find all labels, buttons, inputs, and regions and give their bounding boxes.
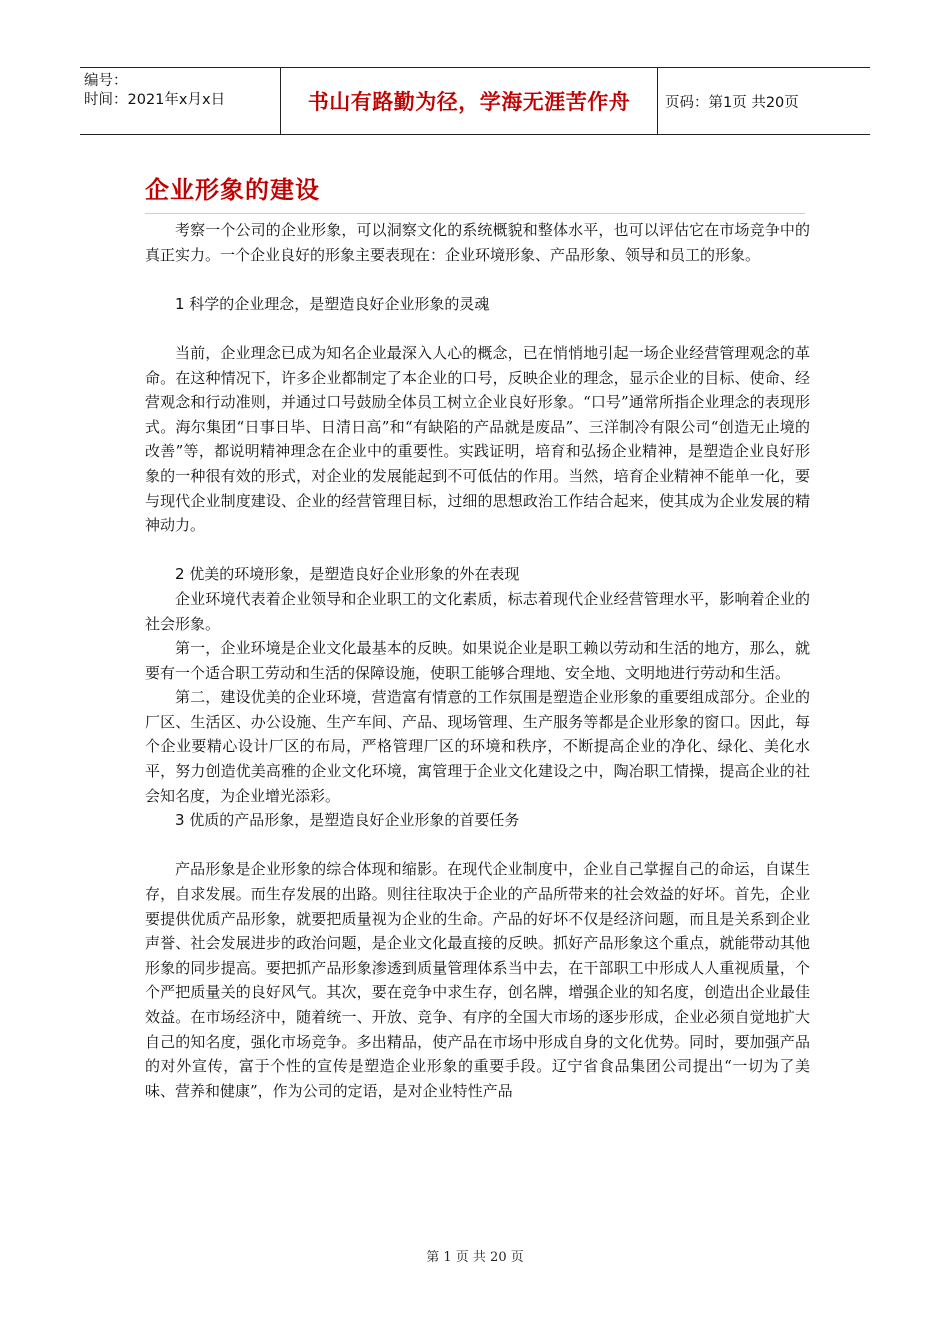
section-3-paragraph: 产品形象是企业形象的综合体现和缩影。在现代企业制度中，企业自己掌握自己的命运，自谋生存，自求发展。而生存发展的出路。则往往取决于企业的产品所带来的社会效益的好坏。首先，企业要提供优质产品形象，就要把质量视为企业的生命。产品的好坏不仅是经济问题，而且是关系到企业声誉、社会发展进步的政治问题，是企业文化最直接的反映。抓好产品形象这个重点，就能带动其他形象的同步提高。要把抓产品形象渗透到质量管理体系当中去，在干部职工中形成人人重视质量，个个严把质量关的良好风气。其次，要在竞争中求生存，创名牌，增强企业的知名度，创造出企业最佳效益。在市场经济中，随着统一、开放、竞争、有序的全国大市场的逐步形成，企业必须自觉地扩大自己的知名度，强化市场竞争。多出精品，使产品在市场中形成自身的文化优势。同时，要加强产品的对外宣传，富于个性的宣传是塑造企业形象的重要手段。辽宁省食品集团公司提出“一切为了美味、营养和健康”，作为公司的定语，是对企业特性产品 (145, 860, 810, 1100)
header-motto-cell (281, 68, 658, 134)
section-heading-1: 1 科学的企业理念，是塑造良好企业形象的灵魂 (175, 294, 490, 313)
header-meta-cell (80, 68, 281, 134)
motto-text: 书山有路勤为径，学海无涯苦作舟 (307, 90, 631, 114)
section-2-paragraph-3: 第二，建设优美的企业环境，营造富有情意的工作氛围是塑造企业形象的重要组成部分。企业的厂区、生活区、办公设施、生产车间、产品、现场管理、生产服务等都是企业形象的窗口。因此，每个企业要精心设计厂区的布局，严格管理厂区的环境和秩序，不断提高企业的净化、绿化、美化水平，努力创造优美高雅的企业文化环境，寓管理于企业文化建设之中，陶冶职工情操，提高企业的社会知名度，为企业增光添彩。 (145, 688, 810, 805)
number-label: 编号： (84, 73, 128, 89)
spacer (145, 538, 810, 563)
section-heading-2: 2 优美的环境形象，是塑造良好企业形象的外在表现 (175, 565, 520, 584)
page-info: 页码：第1页 共20页 (665, 94, 799, 111)
spacer (145, 267, 810, 292)
section-1-paragraph: 当前，企业理念已成为知名企业最深入人心的概念，已在悄悄地引起一场企业经营管理观念的革命。在这种情况下，许多企业都制定了本企业的口号，反映企业的理念，显示企业的目标、使命、经营观念和行动准则，并通过口号鼓励全体员工树立企业良好形象。“口号”通常所指企业理念的表现形式。海尔集团“日事日毕、日清日高”和“有缺陷的产品就是废品”、三洋制冷有限公司“创造无止境的改善”等，都说明精神理念在企业中的重要性。实践证明，培育和弘扬企业精神，是塑造企业良好形象的一种很有效的形式，对企业的发展能起到不可低估的作用。当然，培育企业精神不能单一化，要与现代企业制度建设、企业的经营管理目标，过细的思想政治工作结合起来，使其成为企业发展的精神动力。 (145, 343, 810, 535)
spacer (145, 833, 810, 858)
section-2-paragraph-2: 第一，企业环境是企业文化最基本的反映。如果说企业是职工赖以劳动和生活的地方，那么，就要有一个适合职工劳动和生活的保障设施，使职工能够合理地、安全地、文明地进行劳动和生活。 (145, 639, 810, 682)
page-title: 企业形象的建设 (145, 176, 320, 204)
article-body (145, 218, 810, 1103)
page-footer: 第 1 页 共 20 页 (426, 1250, 524, 1265)
spacer (145, 316, 810, 341)
document-header (80, 67, 870, 135)
title-divider (145, 213, 805, 214)
intro-paragraph: 考察一个公司的企业形象，可以洞察文化的系统概貌和整体水平，也可以评估它在市场竞争中的真正实力。一个企业良好的形象主要表现在：企业环境形象、产品形象、领导和员工的形象。 (145, 221, 810, 264)
date-label: 时间：2021年x月x日 (84, 92, 226, 108)
section-heading-3: 3 优质的产品形象，是塑造良好企业形象的首要任务 (175, 811, 520, 830)
header-page-cell (658, 68, 870, 134)
section-2-paragraph-1: 企业环境代表着企业领导和企业职工的文化素质，标志着现代企业经营管理水平，影响着企业的社会形象。 (145, 589, 810, 633)
